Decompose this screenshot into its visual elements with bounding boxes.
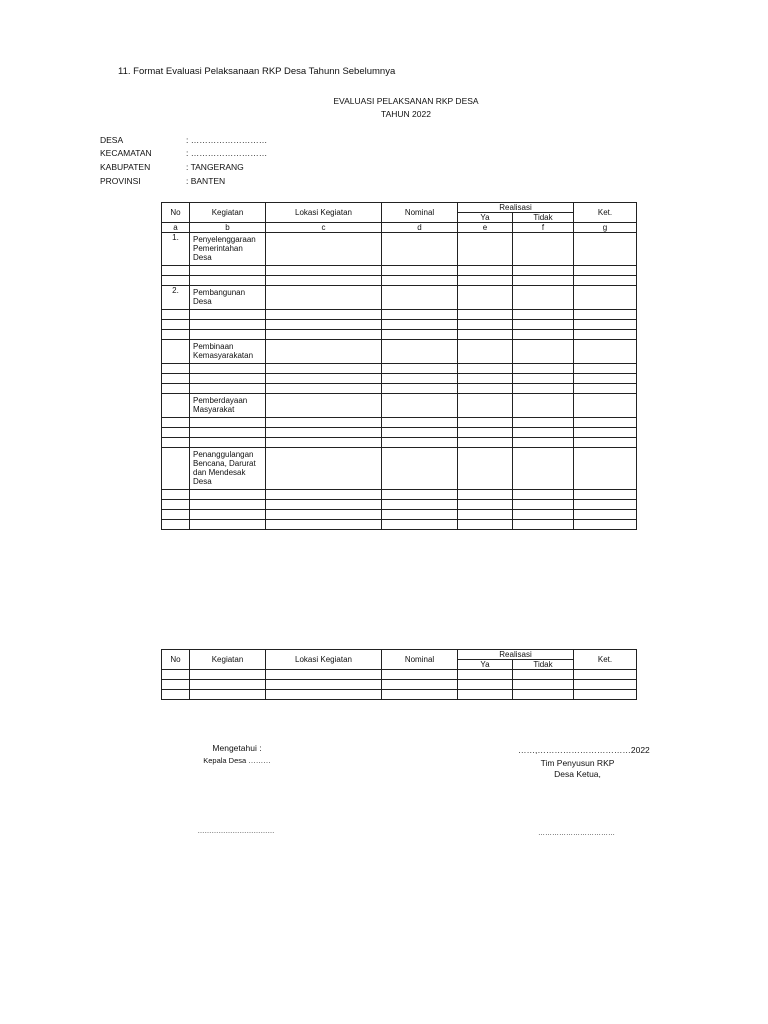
table-cell [266, 266, 382, 276]
row-number [162, 448, 190, 490]
row-kegiatan [190, 320, 266, 330]
table-cell [574, 448, 637, 490]
table-cell [513, 233, 574, 266]
column-letter: c [266, 223, 382, 233]
table-cell [513, 448, 574, 490]
team-label: Tim Penyusun RKP [540, 758, 615, 768]
table-cell [382, 510, 458, 520]
table-cell [266, 448, 382, 490]
table-cell [266, 310, 382, 320]
table-cell [574, 340, 637, 364]
table-cell [458, 374, 513, 384]
row-kegiatan [190, 384, 266, 394]
table-cell [266, 374, 382, 384]
table-cell [513, 394, 574, 418]
table-cell [382, 286, 458, 310]
table-cell [574, 320, 637, 330]
table-cell [266, 340, 382, 364]
table-cell [513, 310, 574, 320]
table-cell [513, 286, 574, 310]
column-letter: e [458, 223, 513, 233]
table-cell [266, 670, 382, 680]
row-number [162, 276, 190, 286]
table-cell [382, 384, 458, 394]
table-row [162, 384, 637, 394]
table-cell [574, 266, 637, 276]
info-value-desa: : ……………………… [186, 135, 268, 145]
info-value-provinsi: : BANTEN [186, 176, 226, 186]
table-cell [513, 374, 574, 384]
left-signature-line: …………………………… [197, 828, 275, 835]
table-row [162, 690, 637, 700]
info-value-kabupaten: : TANGERANG [186, 162, 244, 172]
header-kegiatan: Kegiatan [190, 650, 266, 670]
row-number [162, 490, 190, 500]
table-cell [458, 490, 513, 500]
document-year: TAHUN 2022 [381, 109, 431, 119]
table-cell [382, 680, 458, 690]
table-cell [513, 330, 574, 340]
row-number [162, 330, 190, 340]
info-label-provinsi: PROVINSI [100, 176, 141, 186]
row-kegiatan [190, 364, 266, 374]
header-realisasi: Realisasi [458, 203, 574, 213]
table-row [162, 520, 637, 530]
table-cell [574, 428, 637, 438]
row-number [162, 340, 190, 364]
table-cell [458, 320, 513, 330]
table-cell [574, 233, 637, 266]
header-ya: Ya [458, 213, 513, 223]
row-kegiatan: Penyelenggaraan Pemerintahan Desa [190, 233, 266, 266]
table-cell [513, 438, 574, 448]
table-cell [266, 394, 382, 418]
row-number [162, 418, 190, 428]
row-kegiatan [190, 310, 266, 320]
table-cell [266, 233, 382, 266]
table-row [162, 490, 637, 500]
table-cell [458, 340, 513, 364]
right-signature-line: …………………………… [538, 830, 615, 837]
table-row [162, 286, 637, 310]
info-value-kecamatan: : ……………………… [186, 148, 268, 158]
table-row [162, 364, 637, 374]
row-kegiatan [190, 418, 266, 428]
table-cell [458, 266, 513, 276]
table-cell [190, 690, 266, 700]
table-cell [266, 500, 382, 510]
table-row [162, 374, 637, 384]
table-cell [513, 510, 574, 520]
table-cell [266, 510, 382, 520]
table-cell [458, 680, 513, 690]
table-cell [574, 330, 637, 340]
header-ket: Ket. [574, 650, 637, 670]
table-cell [162, 680, 190, 690]
table-cell [513, 418, 574, 428]
table-cell [513, 364, 574, 374]
table-cell [162, 690, 190, 700]
table-cell [513, 320, 574, 330]
table-cell [574, 394, 637, 418]
table-cell [513, 340, 574, 364]
table-cell [162, 670, 190, 680]
row-number [162, 320, 190, 330]
row-kegiatan [190, 510, 266, 520]
table-cell [574, 286, 637, 310]
row-number [162, 438, 190, 448]
table-cell [382, 233, 458, 266]
table-cell [382, 340, 458, 364]
table-cell [458, 310, 513, 320]
summary-table [161, 649, 637, 700]
header-tidak: Tidak [513, 213, 574, 223]
row-number [162, 394, 190, 418]
row-kegiatan [190, 520, 266, 530]
table-cell [458, 448, 513, 490]
row-kegiatan [190, 276, 266, 286]
row-kegiatan [190, 266, 266, 276]
row-kegiatan: Pemberdayaan Masyarakat [190, 394, 266, 418]
table-cell [382, 438, 458, 448]
header-realisasi: Realisasi [458, 650, 574, 660]
table-row [162, 680, 637, 690]
table-row [162, 320, 637, 330]
table-cell [266, 438, 382, 448]
table-row [162, 510, 637, 520]
date-line: ……,……………………………2022 [518, 745, 650, 755]
table-cell [458, 520, 513, 530]
section-heading: 11. Format Evaluasi Pelaksanaan RKP Desa Tahunn Sebelumnya [118, 66, 396, 77]
row-number [162, 500, 190, 510]
row-number [162, 510, 190, 520]
table-cell [513, 276, 574, 286]
table-cell [382, 428, 458, 438]
header-nominal: Nominal [382, 650, 458, 670]
table-cell [574, 490, 637, 500]
row-kegiatan [190, 500, 266, 510]
table-cell [458, 384, 513, 394]
table-cell [382, 418, 458, 428]
table-cell [266, 320, 382, 330]
document-title: EVALUASI PELAKSANAN RKP DESA [333, 96, 479, 106]
table-cell [574, 438, 637, 448]
table-row [162, 340, 637, 364]
table-row [162, 438, 637, 448]
row-number [162, 364, 190, 374]
table-cell [458, 233, 513, 266]
table-cell [382, 690, 458, 700]
acknowledged-label: Mengetahui : [212, 743, 262, 753]
row-number [162, 310, 190, 320]
header-kegiatan: Kegiatan [190, 203, 266, 223]
table-cell [382, 520, 458, 530]
table-row [162, 670, 637, 680]
table-row [162, 330, 637, 340]
table-row [162, 310, 637, 320]
table-cell [382, 330, 458, 340]
table-cell [190, 680, 266, 690]
table-cell [574, 418, 637, 428]
table-row [162, 394, 637, 418]
table-cell [266, 680, 382, 690]
table-row [162, 266, 637, 276]
row-kegiatan: Pembinaan Kemasyarakatan [190, 340, 266, 364]
column-letter: a [162, 223, 190, 233]
header-tidak: Tidak [513, 660, 574, 670]
table-row [162, 276, 637, 286]
table-cell [382, 320, 458, 330]
table-cell [513, 490, 574, 500]
header-lokasi: Lokasi Kegiatan [266, 203, 382, 223]
table-cell [266, 330, 382, 340]
row-kegiatan [190, 330, 266, 340]
column-letter: g [574, 223, 637, 233]
row-number: 1. [162, 233, 190, 266]
table-cell [574, 510, 637, 520]
table-cell [458, 286, 513, 310]
table-cell [458, 510, 513, 520]
table-cell [190, 670, 266, 680]
row-number [162, 266, 190, 276]
table-cell [513, 428, 574, 438]
table-cell [382, 500, 458, 510]
table-cell [458, 394, 513, 418]
header-ket: Ket. [574, 203, 637, 223]
table-cell [458, 364, 513, 374]
table-cell [382, 276, 458, 286]
table-cell [458, 428, 513, 438]
table-cell [266, 364, 382, 374]
table-cell [458, 418, 513, 428]
table-cell [513, 384, 574, 394]
table-cell [266, 418, 382, 428]
table-cell [458, 690, 513, 700]
table-row [162, 448, 637, 490]
table-cell [266, 690, 382, 700]
table-cell [382, 374, 458, 384]
row-kegiatan [190, 374, 266, 384]
table-cell [574, 276, 637, 286]
table-cell [513, 266, 574, 276]
info-label-kabupaten: KABUPATEN [100, 162, 151, 172]
header-no: No [162, 650, 190, 670]
row-number [162, 428, 190, 438]
evaluation-table [161, 202, 637, 530]
table-cell [266, 286, 382, 310]
table-cell [266, 428, 382, 438]
row-kegiatan: Pembangunan Desa [190, 286, 266, 310]
village-head-label: Kepala Desa ……… [203, 756, 271, 765]
table-cell [574, 670, 637, 680]
table-cell [458, 500, 513, 510]
table-row [162, 500, 637, 510]
table-cell [266, 276, 382, 286]
table-cell [513, 500, 574, 510]
table-cell [574, 310, 637, 320]
table-row [162, 233, 637, 266]
chair-label: Desa Ketua, [554, 769, 601, 779]
row-number [162, 520, 190, 530]
table-cell [382, 310, 458, 320]
table-cell [513, 690, 574, 700]
table-cell [382, 448, 458, 490]
table-cell [574, 364, 637, 374]
column-letter: b [190, 223, 266, 233]
header-nominal: Nominal [382, 203, 458, 223]
row-kegiatan [190, 490, 266, 500]
column-letter: d [382, 223, 458, 233]
table-cell [458, 330, 513, 340]
row-number [162, 374, 190, 384]
table-cell [382, 394, 458, 418]
row-kegiatan [190, 428, 266, 438]
info-label-kecamatan: KECAMATAN [100, 148, 152, 158]
table-cell [574, 690, 637, 700]
table-cell [266, 520, 382, 530]
table-cell [574, 374, 637, 384]
header-lokasi: Lokasi Kegiatan [266, 650, 382, 670]
table-cell [382, 364, 458, 374]
table-cell [382, 670, 458, 680]
table-cell [574, 500, 637, 510]
table-cell [382, 266, 458, 276]
table-cell [513, 670, 574, 680]
table-cell [513, 680, 574, 690]
table-cell [266, 490, 382, 500]
header-no: No [162, 203, 190, 223]
column-letter: f [513, 223, 574, 233]
table-cell [458, 670, 513, 680]
table-row [162, 418, 637, 428]
table-cell [382, 490, 458, 500]
info-label-desa: DESA [100, 135, 124, 145]
table-cell [574, 520, 637, 530]
table-cell [513, 520, 574, 530]
row-number [162, 384, 190, 394]
table-cell [458, 438, 513, 448]
table-cell [574, 384, 637, 394]
table-row [162, 428, 637, 438]
table-cell [458, 276, 513, 286]
header-ya: Ya [458, 660, 513, 670]
table-cell [266, 384, 382, 394]
table-cell [574, 680, 637, 690]
row-number: 2. [162, 286, 190, 310]
row-kegiatan [190, 438, 266, 448]
row-kegiatan: Penanggulangan Bencana, Darurat dan Mendesak Desa [190, 448, 266, 490]
